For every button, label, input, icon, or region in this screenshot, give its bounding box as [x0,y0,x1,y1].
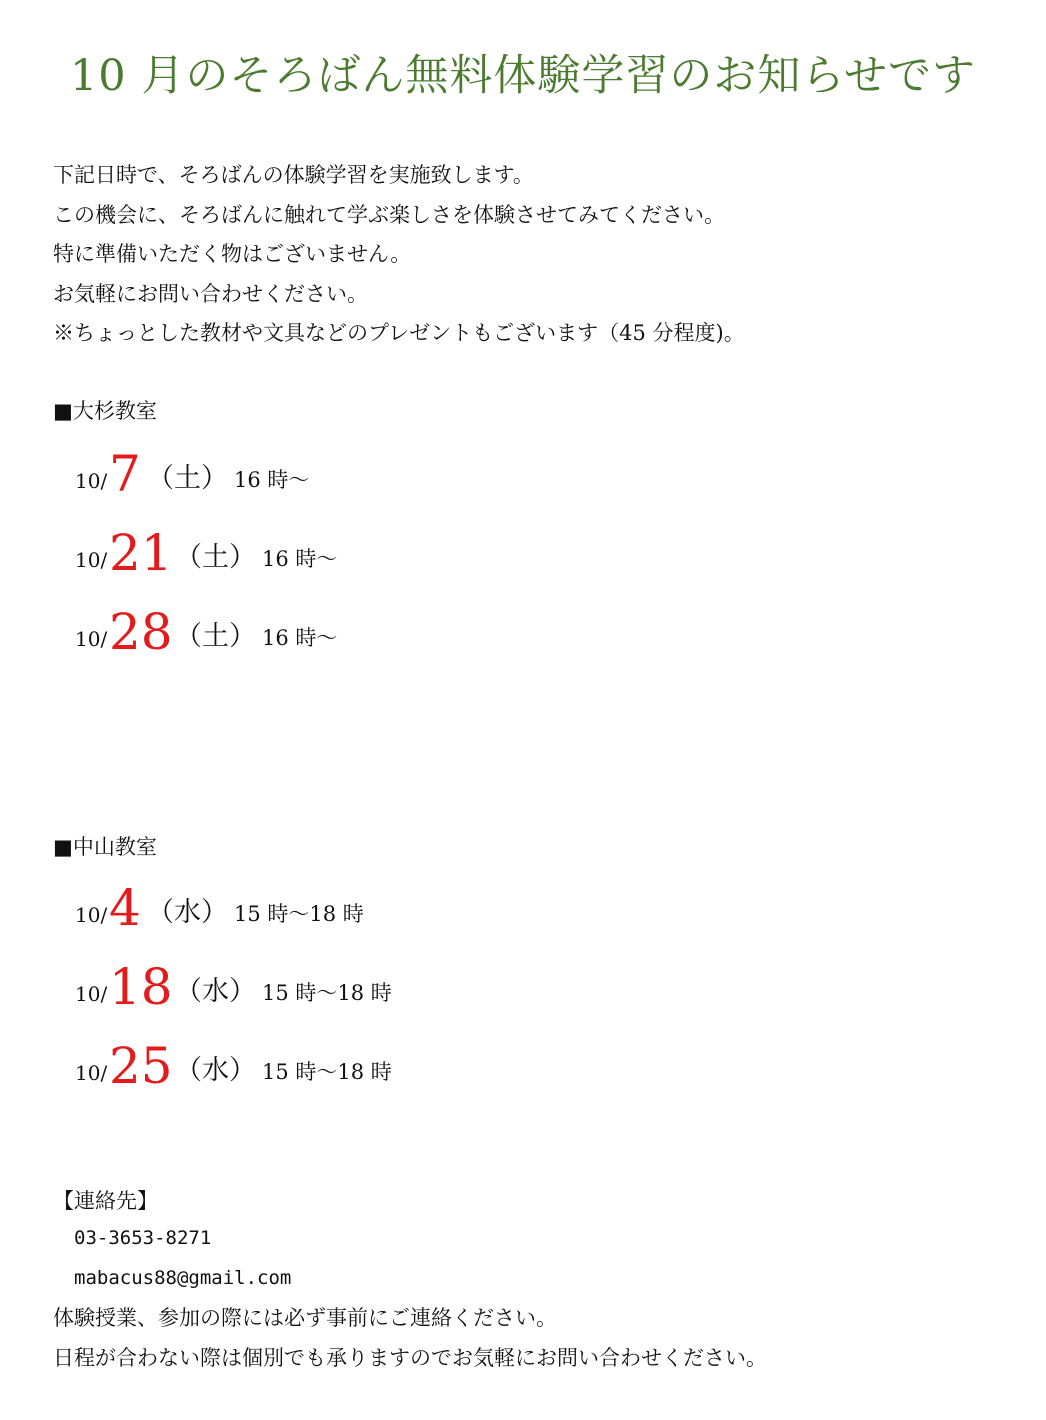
phone-number: 03-3653-8271 [74,1227,212,1249]
day-number: 25 [109,1037,173,1095]
month-label: 10/ [75,469,108,493]
date-detail [175,976,392,1007]
section-heading-nakayama: ■中山教室 [53,835,157,859]
date-detail [175,621,338,652]
contact-note: 体験授業、参加の際には必ず事前にご連絡ください。 [53,1306,557,1330]
weekday-label: （水） [175,976,256,1007]
day-number: 7 [109,445,141,503]
time-label: 15 時～18 時 [262,1060,392,1084]
day-number: 4 [109,879,141,937]
date-detail [175,1055,392,1086]
intro-line: 下記日時で、そろばんの体験学習を実施致します。 [53,163,534,187]
schedule-row [75,584,775,663]
intro-line: ※ちょっとした教材や文具などのプレゼントもございます（45 分程度)。 [53,321,745,345]
weekday-label: （土） [147,463,228,494]
day-number: 28 [109,603,173,661]
schedule-row [75,939,775,1018]
time-label: 16 時～ [262,626,338,650]
contact-heading: 【連絡先】 [53,1189,158,1213]
weekday-label: （土） [175,542,256,573]
time-label: 16 時～ [234,468,310,492]
day-number: 21 [109,524,173,582]
email-address: mabacus88@gmail.com [74,1267,292,1289]
month-label: 10/ [75,548,108,572]
weekday-label: （土） [175,621,256,652]
intro-line: この機会に、そろばんに触れて学ぶ楽しさを体験させてみてください。 [53,202,725,227]
month-label: 10/ [75,982,108,1006]
schedule-row [75,1018,775,1097]
time-label: 16 時～ [262,547,338,571]
date-detail [147,463,310,494]
schedule-row [75,505,775,584]
date-detail [147,897,364,928]
schedule-row [75,860,775,939]
intro-line: お気軽にお問い合わせください。 [53,281,368,306]
page-title: 10 月のそろばん無料体験学習のお知らせです [69,51,977,101]
contact-section [53,1184,1013,1378]
schedule-nakayama [75,860,775,1097]
schedule-row [75,426,775,505]
schedule-osugi [75,426,775,663]
date-detail [175,542,338,573]
weekday-label: （水） [175,1055,256,1086]
contact-note: 日程が合わない際は個別でも承りますのでお気軽にお問い合わせください。 [53,1346,767,1370]
section-heading-osugi: ■大杉教室 [53,399,157,423]
time-label: 15 時～18 時 [234,902,364,926]
day-number: 18 [109,958,173,1016]
time-label: 15 時～18 時 [262,981,392,1005]
month-label: 10/ [75,627,108,651]
month-label: 10/ [75,1061,108,1085]
month-label: 10/ [75,903,108,927]
intro-line: 特に準備いただく物はございません。 [53,242,412,266]
intro-text [53,156,1013,354]
weekday-label: （水） [147,897,228,928]
